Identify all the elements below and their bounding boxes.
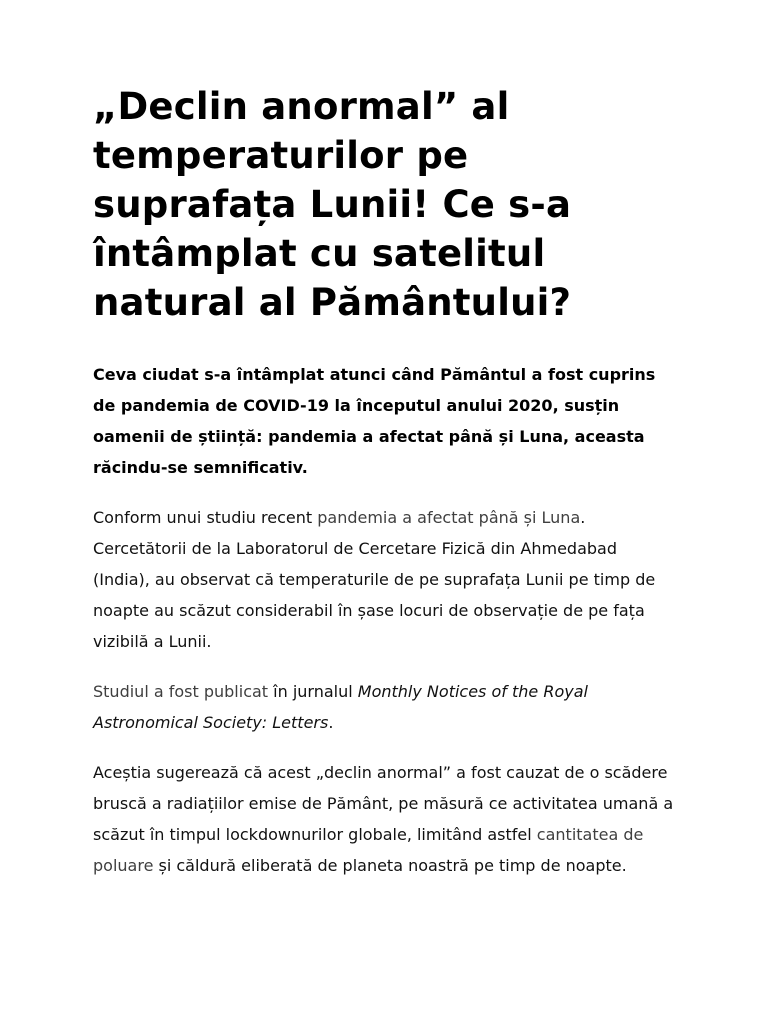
paragraph-3 xyxy=(93,757,678,881)
paragraph-1 xyxy=(93,502,678,657)
paragraph-3-text-end: și căldură eliberată de planeta noastră pe timp de noapte. xyxy=(153,856,627,875)
paragraph-3-text-start: Aceștia sugerează că acest „declin anormal” a fost cauzat de o scădere bruscă a radiațiilor emise de Pământ, pe măsură ce activitatea umană a scăzut în timpul lockdownurilor globale, limitând astfel xyxy=(93,763,674,844)
article-headline: „Declin anormal” al temperaturilor pe suprafața Lunii! Ce s-a întâmplat cu satelitul natural al Pământului? xyxy=(93,85,572,324)
link-pandemia-afectat-luna[interactable]: pandemia a afectat până și Luna xyxy=(317,508,581,527)
paragraph-2-text-end: . xyxy=(328,713,334,732)
article xyxy=(93,82,678,881)
link-studiul-publicat[interactable]: Studiul a fost publicat xyxy=(93,682,269,701)
paragraph-2 xyxy=(93,676,678,738)
paragraph-2-text-middle: în jurnalul xyxy=(268,682,358,701)
paragraph-1-text-end: . Cercetătorii de la Laboratorul de Cercetare Fizică din Ahmedabad (India), au observat că temperaturile de pe suprafața Lunii pe timp de noapte au scăzut considerabil în șase locuri de observație de pe fața vizibilă a Lunii. xyxy=(93,508,656,651)
article-lead: Ceva ciudat s-a întâmplat atunci când Pământul a fost cuprins de pandemia de COVID-19 la începutul anului 2020, susțin oamenii de știință: pandemia a afectat până și Luna, aceasta răcindu-se semnificativ. xyxy=(93,365,656,477)
paragraph-1-text-start: Conform unui studiu recent xyxy=(93,508,318,527)
journal-name: Monthly Notices of the Royal Astronomical Society: Letters xyxy=(93,682,588,732)
link-cantitatea-poluare[interactable]: cantitatea de poluare xyxy=(93,825,644,875)
